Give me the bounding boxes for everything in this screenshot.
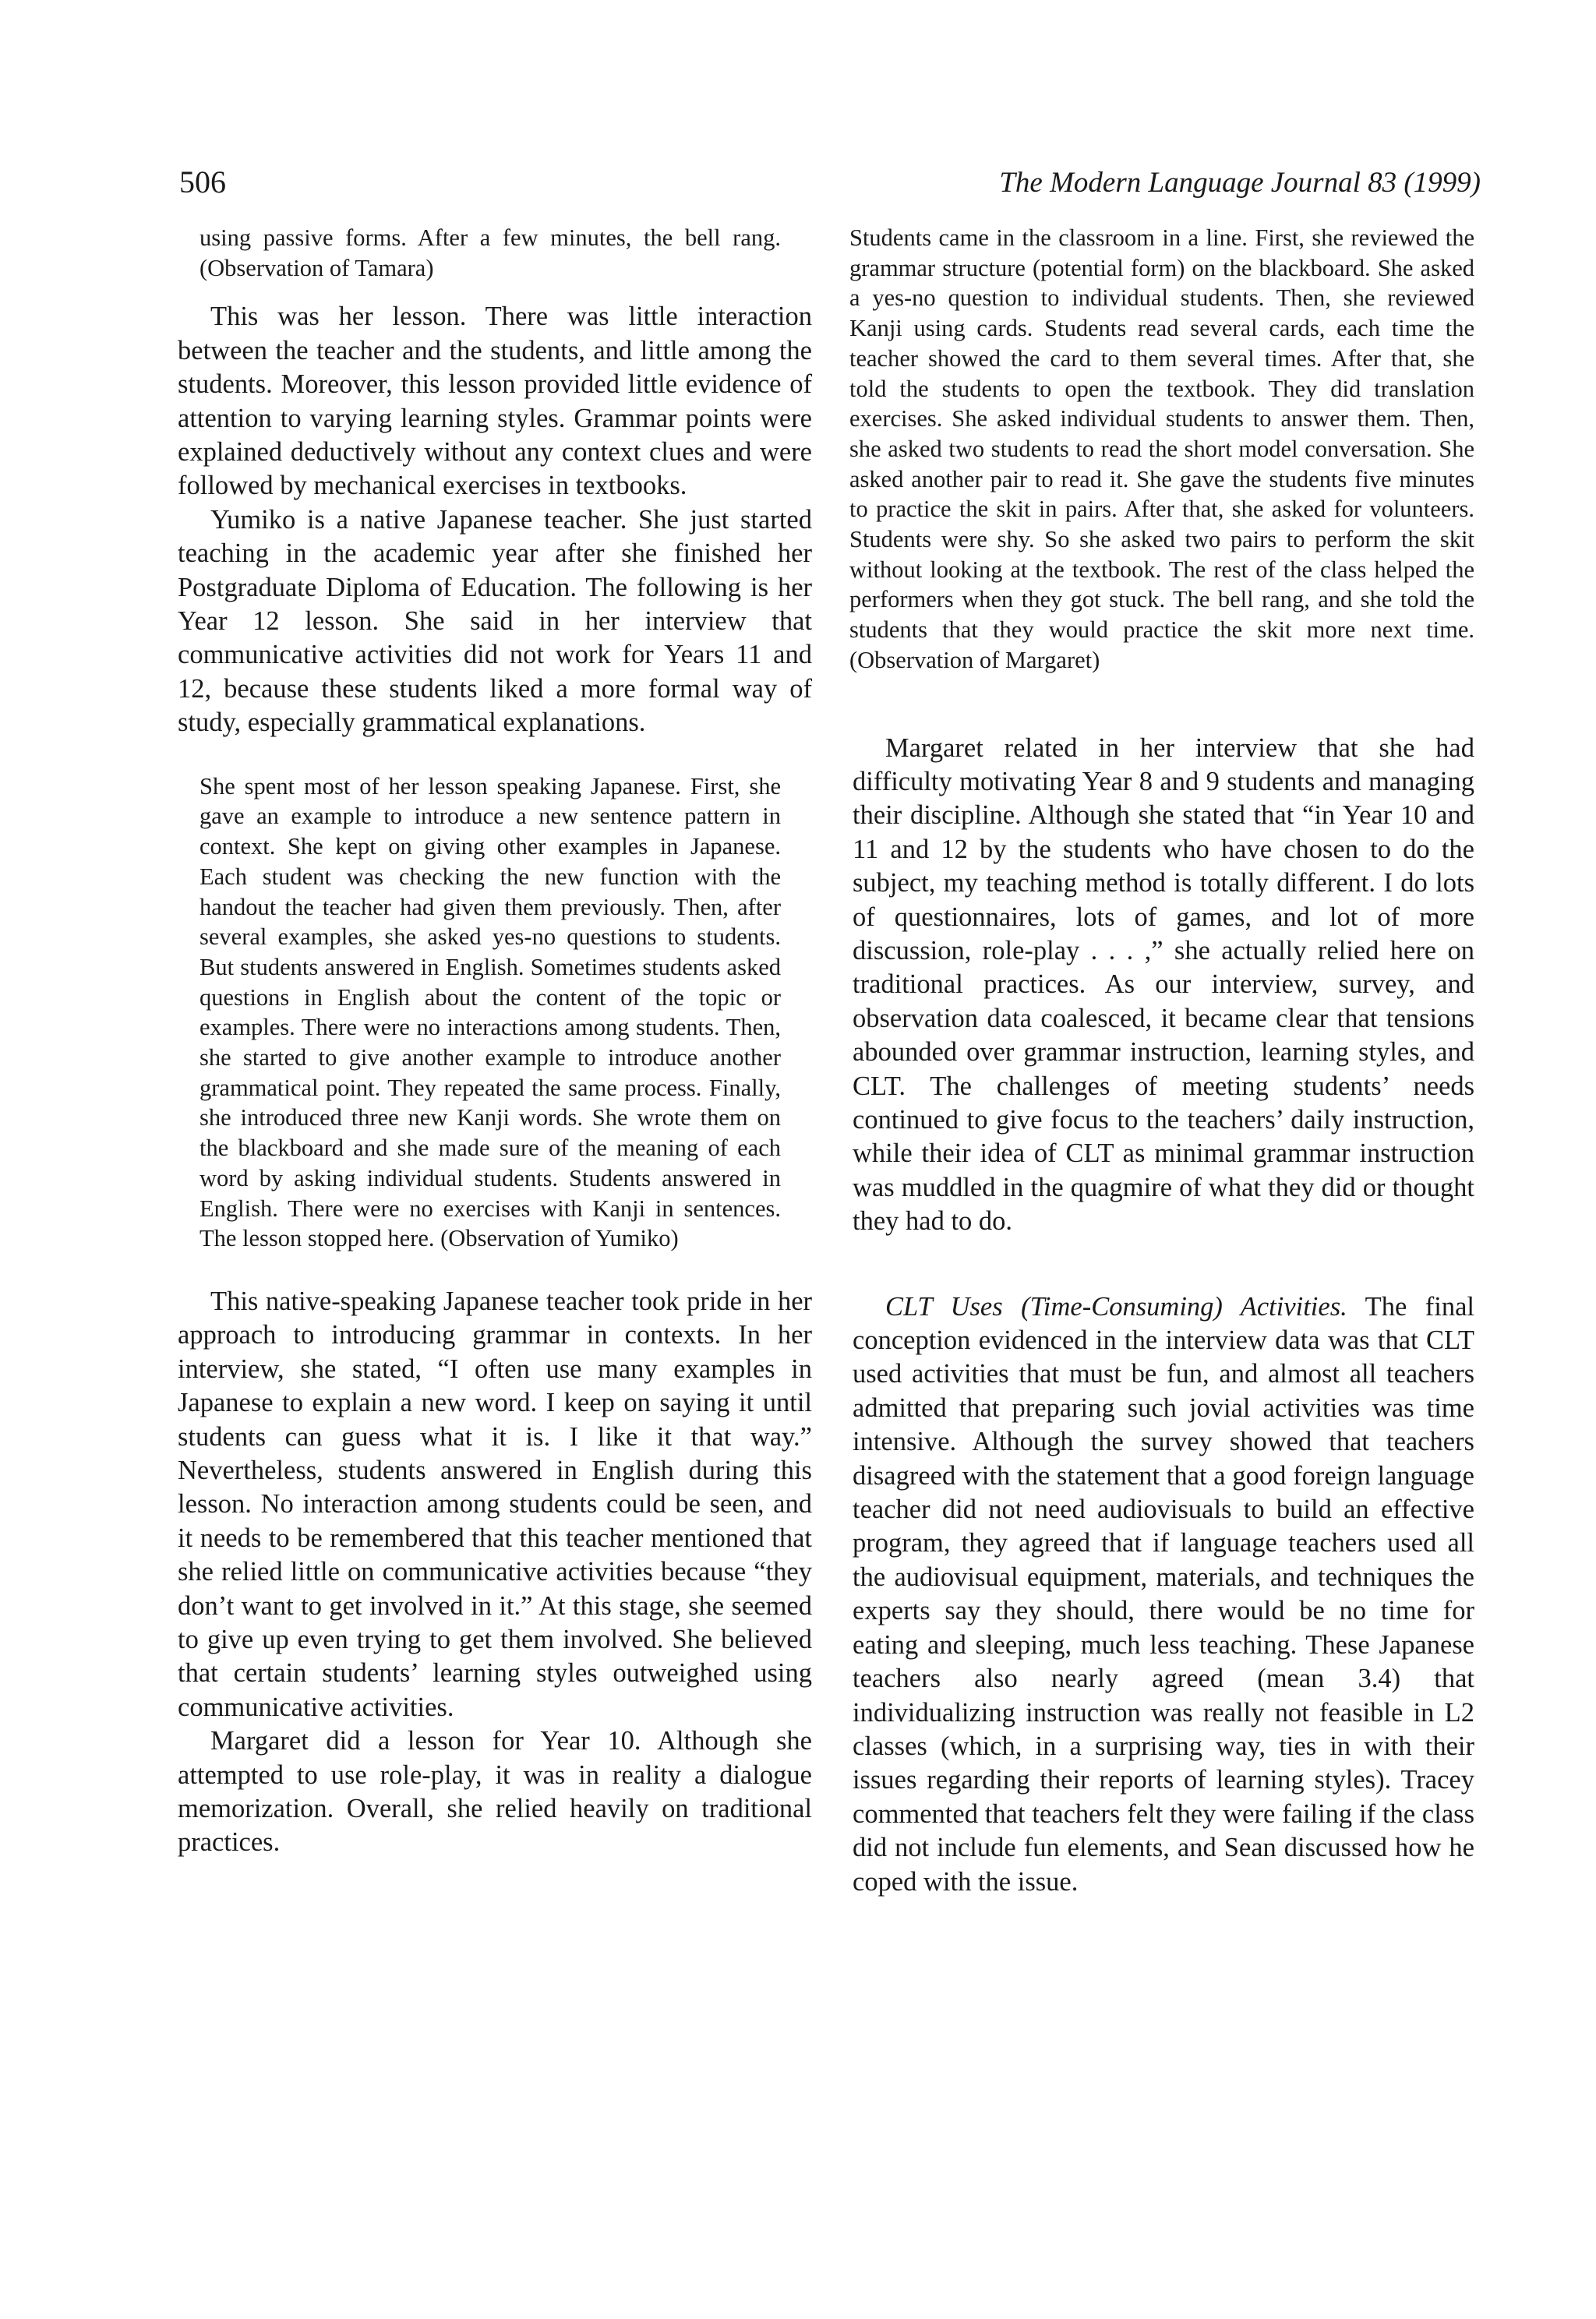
paragraph-margaret-analysis: Margaret related in her interview that she had difficulty motivating Year 8 and 9 students and managing their discipline. Although she stated that “in Year 10 and 11 and 12 by the students who have chosen to do the subject, my teaching method is totally different. I do lots of questionnaires, lots of games, and lot of more discussion, role-play . . . ,” she actually relied here on traditional practices. As our interview, survey, and observation data coalesced, it became clear that tensions abounded over grammar instruction, learning styles, and CLT. The challenges of meeting students’ needs continued to give focus to the teachers’ daily instruction, while their idea of CLT as minimal grammar instruction was muddled in the quagmire of what they did or thought they had to do.: [853, 732, 1474, 1237]
quote-tamara: using passive forms. After a few minutes, the bell rang. (Observation of Tamara): [200, 224, 781, 281]
journal-title: The Modern Language Journal 83 (1999): [999, 167, 1481, 199]
paragraph-yumiko-intro: Yumiko is a native Japanese teacher. She just started teaching in the academic year after she finished her Postgraduate Diploma of Education. The following is her Year 12 lesson. She said in her interview that communicative activities did not work for Years 11 and 12, because these students liked a more formal way of study, especially grammatical explanations.: [178, 504, 812, 738]
quote-yumiko: She spent most of her lesson speaking Japanese. First, she gave an example to introduce a new sentence pattern in context. She kept on giving other examples in Japanese. Each student was checking the new function with the handout the teacher had given them previously. Then, after several examples, she asked yes-no questions to students. But students answered in English. Sometimes students asked questions in English about the content of the topic or examples. There were no interactions among students. Then, she started to give another example to introduce another grammatical point. They repeated the same process. Finally, she introduced three new Kanji words. She wrote them on the blackboard and she made sure of the meaning of each word by asking individual students. Students answered in English. There were no exercises with Kanji in sentences. The lesson stopped here. (Observation of Yumiko): [200, 772, 781, 1252]
section-heading: CLT Uses (Time-Consuming) Activities.: [885, 1291, 1347, 1322]
paragraph-clt-activities-text: The final conception evidenced in the interview data was that CLT used activities that must be fun, and almost all teachers admitted that preparing such jovial activities was time intensive. Although the survey showed that teachers disagreed with the statement that a good foreign language teacher did not need audiovisuals to build an effective program, they agreed that if language teachers used all the audiovisual equipment, materials, and techniques the experts say they should, there would be no time for eating and sleeping, much less teaching. These Japanese teachers also nearly agreed (mean 3.4) that individualizing instruction was really not feasible in L2 classes (which, in a surprising way, ties in with their issues regarding their reports of learning styles). Tracey commented that teachers felt they were failing if the class did not include fun elements, and Sean discussed how he coped with the issue.: [853, 1291, 1474, 1897]
paragraph-lesson-summary: This was her lesson. There was little interaction between the teacher and the students, and little among the students. Moreover, this lesson provided little evidence of attention to varying learning styles. Grammar points were explained deductively without any context clues and were followed by mechanical exercises in textbooks.: [178, 302, 812, 501]
right-column: [831, 223, 1474, 1899]
paragraph-margaret-intro: Margaret did a lesson for Year 10. Although she attempted to use role-play, it was in reality a dialogue memorization. Overall, she relied heavily on traditional practices.: [178, 1726, 812, 1858]
left-column: [178, 223, 812, 1860]
paragraph-clt-activities: [831, 1290, 1474, 1899]
paragraph-yumiko-analysis: This native-speaking Japanese teacher took pride in her approach to introducing grammar in contexts. In her interview, she stated, “I often use many examples in Japanese to explain a new word. I keep on saying it until students can guess what it is. I like it that way.” Nevertheless, students answered in English during this lesson. No interaction among students could be seen, and it needs to be remembered that this teacher mentioned that she relied little on communicative activities because “they don’t want to get involved in it.” At this stage, she seemed to give up even trying to get them involved. She believed that certain students’ learning styles outweighed using communicative activities.: [178, 1286, 812, 1722]
page-number: 506: [179, 164, 226, 199]
quote-margaret: Students came in the classroom in a line. First, she reviewed the grammar structure (potential form) on the blackboard. She asked a yes-no question to individual students. Then, she reviewed Kanji using cards. Students read several cards, each time the teacher showed the card to them several times. After that, she told the students to open the textbook. They did translation exercises. She asked individual students to answer them. Then, she asked two students to read the short model conversation. She asked another pair to read it. She gave the students five minutes to practice the skit in pairs. After that, she asked for volunteers. Students were shy. So she asked two pairs to perform the skit without looking at the textbook. The rest of the class helped the performers when they got stuck. The bell rang, and she told the students that they would practice the skit more next time. (Observation of Margaret): [849, 224, 1474, 673]
